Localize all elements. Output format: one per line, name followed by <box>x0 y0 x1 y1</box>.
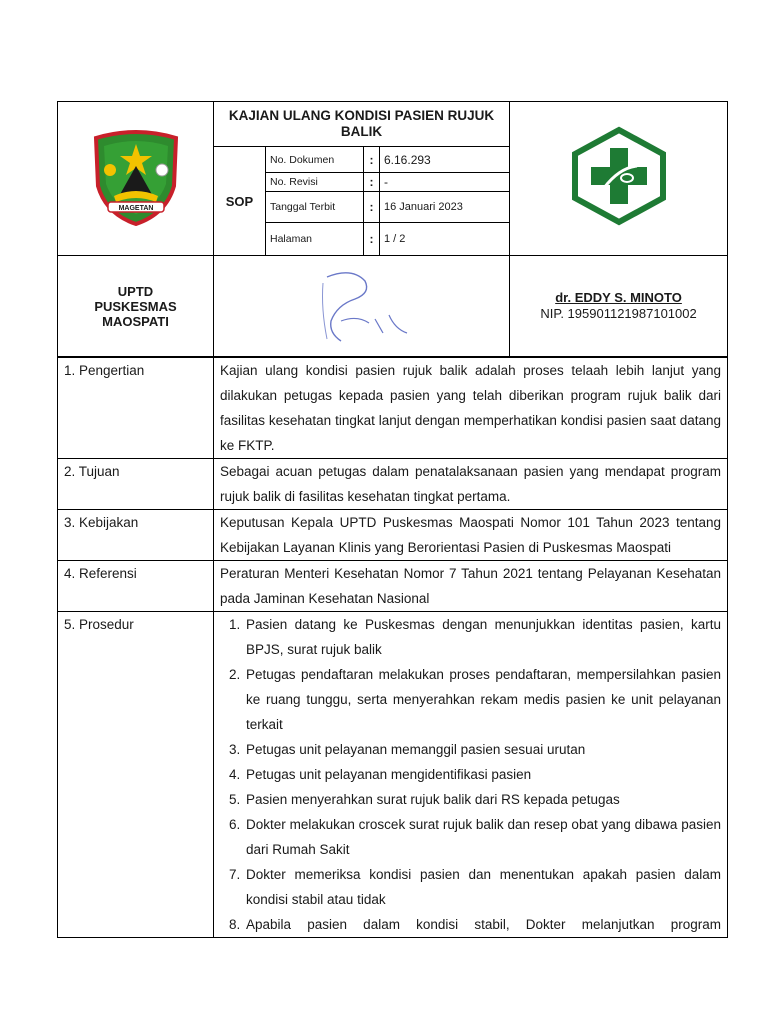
signer-name: dr. EDDY S. MINOTO <box>555 290 682 305</box>
prosedur-list <box>220 612 721 937</box>
prosedur-step: 5. Pasien menyerahkan surat rujuk balik dari RS kepada petugas <box>244 787 721 812</box>
org-name-text: UPTD PUSKESMAS MAOSPATI <box>94 283 177 329</box>
prosedur-step: 2. Petugas pendaftaran melakukan proses pendaftaran, mempersilahkan pasien ke ruang tunggu, serta menyerahkan rekam medis pasien ke unit pelayanan terkait <box>244 662 721 737</box>
section-label: 1. Pengertian <box>58 358 214 459</box>
meta-value-no-revisi: - <box>380 173 510 192</box>
section-text <box>214 459 728 510</box>
prosedur-step: 8. Apabila pasien dalam kondisi stabil, Dokter melanjutkan program <box>244 912 721 937</box>
meta-label-tanggal-terbit: Tanggal Terbit <box>266 192 364 223</box>
meta-value-tanggal-terbit: 16 Januari 2023 <box>380 192 510 223</box>
meta-value-no-dokumen: 6.16.293 <box>380 147 510 173</box>
puskesmas-logo-cell <box>510 102 728 256</box>
section-paragraph: Kajian ulang kondisi pasien rujuk balik adalah proses telaah lebih lanjut yang dilakukan petugas kepada pasien yang telah diberikan program rujuk balik dari fasilitas kesehatan tingkat lanjut dengan memperhatikan kondisi pasien saat datang ke FKTP. <box>220 363 721 453</box>
meta-label-no-dokumen: No. Dokumen <box>266 147 364 173</box>
meta-value-halaman: 1 / 2 <box>380 223 510 256</box>
prosedur-step: 3. Petugas unit pelayanan memanggil pasien sesuai urutan <box>244 737 721 762</box>
prosedur-label: 5. Prosedur <box>58 612 214 938</box>
meta-colon: : <box>364 173 380 192</box>
prosedur-step: 7. Dokter memeriksa kondisi pasien dan menentukan apakah pasien dalam kondisi stabil atau tidak <box>244 862 721 912</box>
svg-text:MAGETAN: MAGETAN <box>118 205 153 212</box>
magetan-emblem-cell <box>58 102 214 256</box>
section-label: 2. Tujuan <box>58 459 214 510</box>
section-label: 4. Referensi <box>58 561 214 612</box>
section-row <box>58 459 728 510</box>
org-name <box>58 256 214 357</box>
signature-scribble-icon <box>297 259 427 349</box>
sop-body-table <box>57 357 728 938</box>
section-paragraph: Sebagai acuan petugas dalam penatalaksanaan pasien yang mendapat program rujuk balik di fasilitas kesehatan tingkat pertama. <box>220 464 721 504</box>
prosedur-step: 1. Pasien datang ke Puskesmas dengan menunjukkan identitas pasien, kartu BPJS, surat rujuk balik <box>244 612 721 662</box>
meta-colon: : <box>364 223 380 256</box>
section-row <box>58 561 728 612</box>
section-row <box>58 510 728 561</box>
document-title: KAJIAN ULANG KONDISI PASIEN RUJUK BALIK <box>214 102 510 147</box>
section-text <box>214 358 728 459</box>
sop-header-table <box>57 101 728 357</box>
section-row <box>58 358 728 459</box>
section-paragraph: Peraturan Menteri Kesehatan Nomor 7 Tahun 2021 tentang Pelayanan Kesehatan pada Jaminan Kesehatan Nasional <box>220 566 721 606</box>
section-text <box>214 510 728 561</box>
meta-colon: : <box>364 192 380 223</box>
signer-block <box>510 256 728 357</box>
signature-cell <box>214 256 510 357</box>
section-text <box>214 561 728 612</box>
prosedur-step: 6. Dokter melakukan croscek surat rujuk balik dan resep obat yang dibawa pasien dari Rumah Sakit <box>244 812 721 862</box>
meta-label-no-revisi: No. Revisi <box>266 173 364 192</box>
prosedur-steps <box>214 612 728 938</box>
sop-document <box>57 101 727 938</box>
prosedur-row <box>58 612 728 938</box>
section-label: 3. Kebijakan <box>58 510 214 561</box>
meta-colon: : <box>364 147 380 173</box>
prosedur-step: 4. Petugas unit pelayanan mengidentifikasi pasien <box>244 762 721 787</box>
sop-label: SOP <box>214 147 266 256</box>
meta-label-halaman: Halaman <box>266 223 364 256</box>
magetan-emblem-icon <box>86 126 186 226</box>
signer-nip: NIP. 195901121987101002 <box>540 306 697 321</box>
puskesmas-logo-icon <box>569 126 669 226</box>
section-paragraph: Keputusan Kepala UPTD Puskesmas Maospati Nomor 101 Tahun 2023 tentang Kebijakan Layanan Klinis yang Berorientasi Pasien di Puskesmas Maospati <box>220 515 721 555</box>
